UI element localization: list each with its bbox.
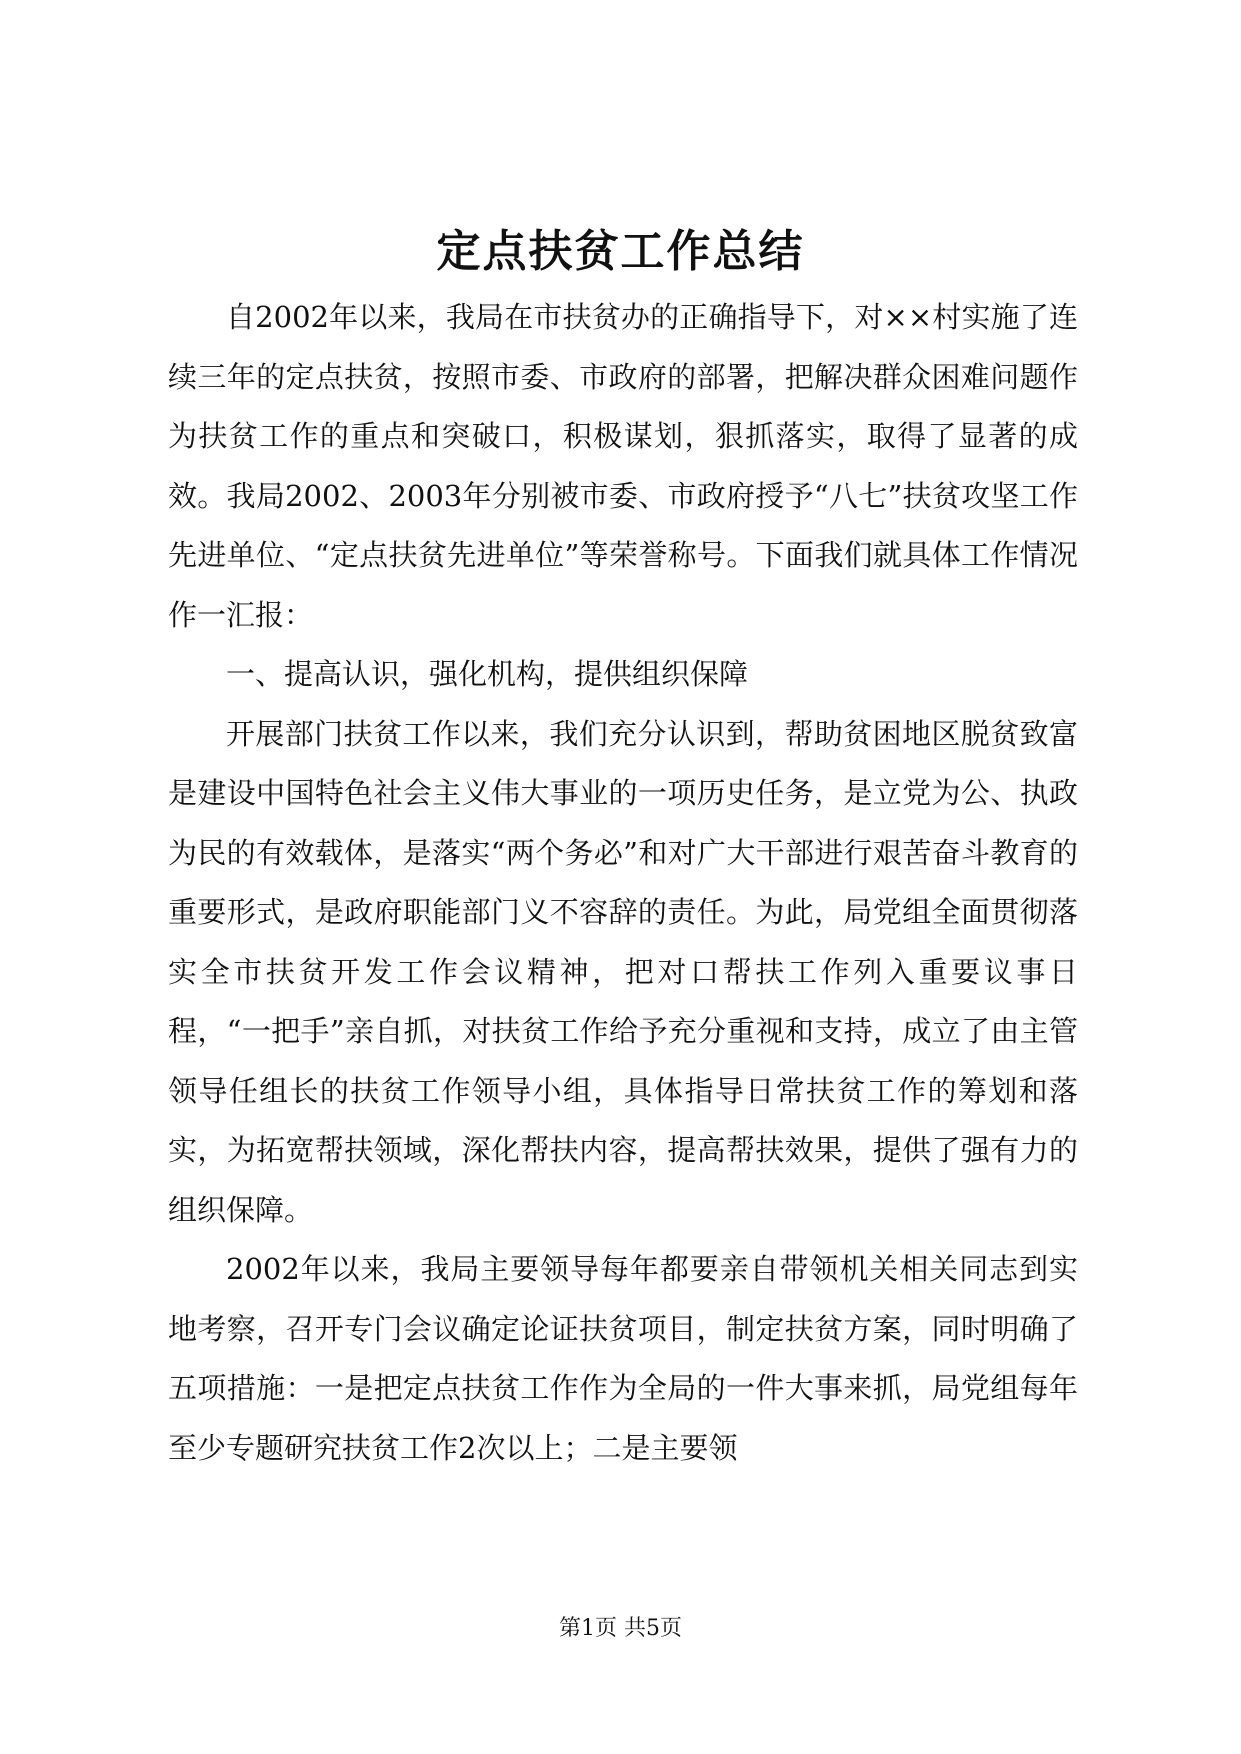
page-number: 第1页 共5页 — [559, 1616, 682, 1641]
document-title: 定点扶贫工作总结 — [436, 226, 805, 277]
section-heading-1: 一、提高认识，强化机构，提供组织保障 — [226, 657, 749, 691]
paragraph-measures: 2002年以来，我局主要领导每年都要亲自带领机关相关同志到实地考察，召开专门会议确定论证扶贫项目，制定扶贫方案，同时明确了五项措施：一是把定点扶贫工作作为全局的一件大事来抓，局党组每年至少专题研究扶贫工作2次以上；二是主要领 — [168, 1252, 1078, 1465]
document-body — [168, 288, 1078, 1478]
paragraph-awareness: 开展部门扶贫工作以来，我们充分认识到，帮助贫困地区脱贫致富是建设中国特色社会主义伟大事业的一项历史任务，是立党为公、执政为民的有效载体，是落实“两个务必”和对广大干部进行艰苦奋斗教育的重要形式，是政府职能部门义不容辞的责任。为此，局党组全面贯彻落实全市扶贫开发工作会议精神，把对口帮扶工作列入重要议事日程，“一把手”亲自抓，对扶贫工作给予充分重视和支持，成立了由主管领导任组长的扶贫工作领导小组，具体指导日常扶贫工作的筹划和落实，为拓宽帮扶领域，深化帮扶内容，提高帮扶效果，提供了强有力的组织保障。 — [168, 716, 1078, 1227]
paragraph-intro: 自2002年以来，我局在市扶贫办的正确指导下，对××村实施了连续三年的定点扶贫，按照市委、市政府的部署，把解决群众困难问题作为扶贫工作的重点和突破口，积极谋划，狠抓落实，取得了显著的成效。我局2002、2003年分别被市委、市政府授予“八七”扶贫攻坚工作先进单位、“定点扶贫先进单位”等荣誉称号。下面我们就具体工作情况作一汇报： — [168, 300, 1078, 632]
